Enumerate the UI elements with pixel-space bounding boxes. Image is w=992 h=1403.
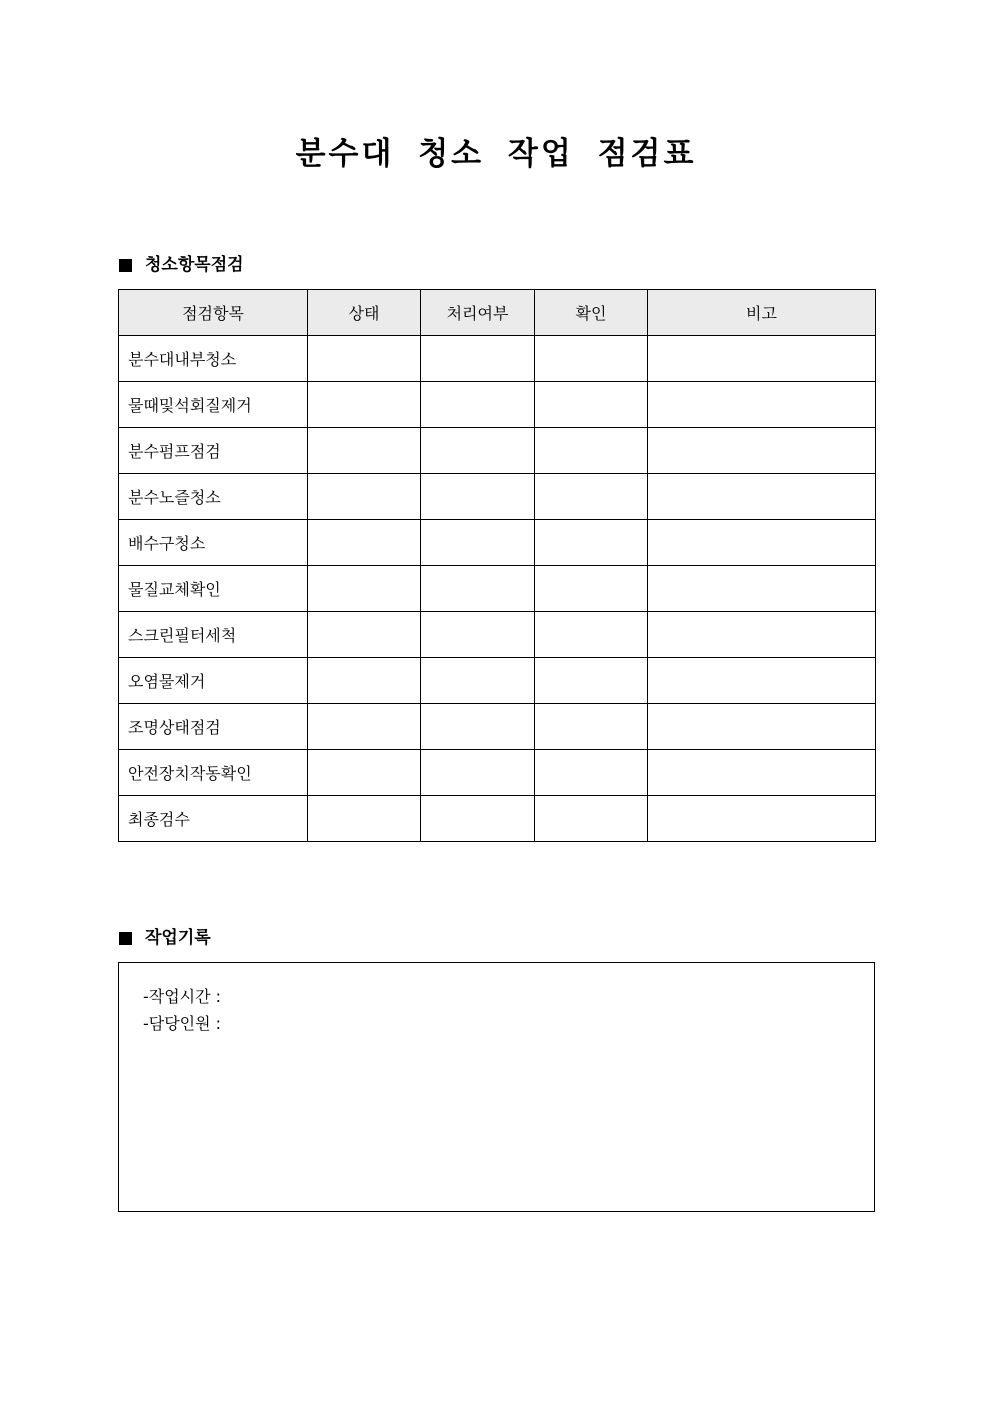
status-cell[interactable] — [308, 474, 421, 520]
confirm-cell[interactable] — [535, 658, 648, 704]
work-record-box[interactable] — [118, 962, 875, 1212]
confirm-cell[interactable] — [535, 612, 648, 658]
table-row — [119, 566, 876, 612]
processed-cell[interactable] — [421, 796, 535, 842]
column-header-item: 점검항목 — [119, 290, 308, 336]
section-heading-label: 작업기록 — [145, 928, 211, 948]
status-cell[interactable] — [308, 520, 421, 566]
status-cell[interactable] — [308, 612, 421, 658]
note-cell[interactable] — [648, 658, 876, 704]
checklist-table — [118, 289, 876, 842]
status-cell[interactable] — [308, 428, 421, 474]
check-item-label: 안전장치작동확인 — [119, 750, 308, 796]
processed-cell[interactable] — [421, 382, 535, 428]
processed-cell[interactable] — [421, 612, 535, 658]
note-cell[interactable] — [648, 566, 876, 612]
check-item-label: 분수노즐청소 — [119, 474, 308, 520]
note-cell[interactable] — [648, 612, 876, 658]
note-cell[interactable] — [648, 796, 876, 842]
table-row — [119, 704, 876, 750]
table-row — [119, 658, 876, 704]
section-heading-label: 청소항목점검 — [145, 255, 244, 275]
confirm-cell[interactable] — [535, 428, 648, 474]
square-bullet-icon — [119, 259, 132, 272]
table-row — [119, 336, 876, 382]
confirm-cell[interactable] — [535, 336, 648, 382]
confirm-cell[interactable] — [535, 750, 648, 796]
note-cell[interactable] — [648, 520, 876, 566]
confirm-cell[interactable] — [535, 566, 648, 612]
check-item-label: 물때및석회질제거 — [119, 382, 308, 428]
section-heading-checklist — [119, 253, 244, 277]
processed-cell[interactable] — [421, 566, 535, 612]
page-title: 분수대 청소 작업 점검표 — [295, 136, 697, 172]
table-row — [119, 428, 876, 474]
status-cell[interactable] — [308, 566, 421, 612]
table-row — [119, 612, 876, 658]
note-cell[interactable] — [648, 336, 876, 382]
check-item-label: 배수구청소 — [119, 520, 308, 566]
note-cell[interactable] — [648, 428, 876, 474]
confirm-cell[interactable] — [535, 474, 648, 520]
table-row — [119, 382, 876, 428]
note-cell[interactable] — [648, 382, 876, 428]
table-header-row — [119, 290, 876, 336]
processed-cell[interactable] — [421, 474, 535, 520]
check-item-label: 물질교체확인 — [119, 566, 308, 612]
processed-cell[interactable] — [421, 336, 535, 382]
note-cell[interactable] — [648, 750, 876, 796]
column-header-status: 상태 — [308, 290, 421, 336]
note-cell[interactable] — [648, 474, 876, 520]
table-row — [119, 520, 876, 566]
square-bullet-icon — [119, 932, 132, 945]
confirm-cell[interactable] — [535, 382, 648, 428]
check-item-label: 최종검수 — [119, 796, 308, 842]
check-item-label: 분수대내부청소 — [119, 336, 308, 382]
note-cell[interactable] — [648, 704, 876, 750]
processed-cell[interactable] — [421, 750, 535, 796]
section-heading-record — [119, 926, 211, 950]
table-row — [119, 474, 876, 520]
column-header-processed: 처리여부 — [421, 290, 535, 336]
confirm-cell[interactable] — [535, 520, 648, 566]
processed-cell[interactable] — [421, 520, 535, 566]
confirm-cell[interactable] — [535, 704, 648, 750]
check-item-label: 분수펌프점검 — [119, 428, 308, 474]
check-item-label: 오염물제거 — [119, 658, 308, 704]
check-item-label: 조명상태점검 — [119, 704, 308, 750]
status-cell[interactable] — [308, 336, 421, 382]
column-header-confirm: 확인 — [535, 290, 648, 336]
confirm-cell[interactable] — [535, 796, 648, 842]
checklist-body — [119, 336, 876, 842]
work-time-line: -작업시간 : — [143, 987, 222, 1006]
staff-line: -담당인원 : — [143, 1014, 222, 1033]
processed-cell[interactable] — [421, 658, 535, 704]
processed-cell[interactable] — [421, 704, 535, 750]
status-cell[interactable] — [308, 796, 421, 842]
column-header-note: 비고 — [648, 290, 876, 336]
status-cell[interactable] — [308, 750, 421, 796]
status-cell[interactable] — [308, 382, 421, 428]
processed-cell[interactable] — [421, 428, 535, 474]
status-cell[interactable] — [308, 704, 421, 750]
table-row — [119, 796, 876, 842]
check-item-label: 스크린필터세척 — [119, 612, 308, 658]
table-row — [119, 750, 876, 796]
status-cell[interactable] — [308, 658, 421, 704]
